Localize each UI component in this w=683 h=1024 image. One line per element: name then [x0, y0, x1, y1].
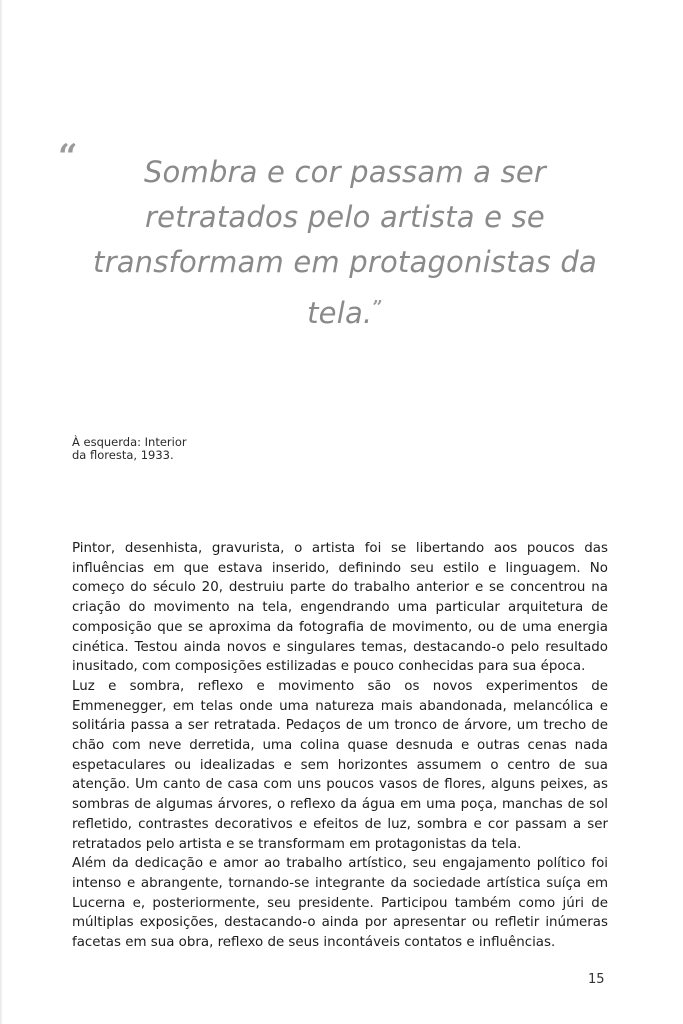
page-number: 15 — [588, 972, 605, 987]
quote-close-mark: ” — [372, 297, 383, 318]
caption-line-2: da floresta, 1933. — [72, 448, 174, 462]
paragraph-2: Luz e sombra, reflexo e movimento são os novos experimentos de Emmenegger, em telas onde uma natureza mais abandonada, melancólica e solitária passa a ser retratada. Pedaços de um tronco de árvore, um trecho de chão com neve derretida, uma colina quase desnuda e outras cenas nada espetaculares ou idealizadas e sem horizontes assumem o centro de sua atenção. Um canto de casa com uns poucos vasos de flores, alguns peixes, as sombras de algumas árvores, o reflexo da água em uma poça, manchas de sol refletido, contrastes decorativos e efeitos de luz, sombra e cor passam a ser retratados pelo artista e se transformam em protagonistas da tela. — [72, 678, 608, 852]
image-caption — [72, 436, 272, 462]
pull-quote-text: Sombra e cor passam a ser retratados pelo artista e se transformam em protagonistas da tela. — [93, 155, 597, 330]
body-text — [72, 539, 608, 953]
quote-open-mark: “ — [58, 137, 78, 177]
pull-quote — [86, 150, 604, 336]
caption-line-1: À esquerda: Interior — [72, 435, 187, 449]
page-edge-shadow — [0, 0, 3, 1024]
paragraph-3: Além da dedicação e amor ao trabalho artístico, seu engajamento político foi intenso e abrangente, tornando-se integrante da sociedade artística suíça em Lucerna e, posteriormente, seu presidente. Participou também como júri de múltiplas exposições, destacando-o ainda por apresentar ou refletir inúmeras facetas em sua obra, reflexo de seus incontáveis contatos e influências. — [72, 856, 608, 951]
paragraph-1: Pintor, desenhista, gravurista, o artista foi se libertando aos poucos das influências em que estava inserido, definindo seu estilo e linguagem. No começo do século 20, destruiu parte do trabalho anterior e se concentrou na criação do movimento na tela, engendrando uma particular arquitetura de composição que se aproxima da fotografia de movimento, ou de uma energia cinética. Testou ainda novos e singulares temas, destacando-o pelo resultado inusitado, com composições estilizadas e pouco conhecidas para sua época. — [72, 541, 608, 675]
